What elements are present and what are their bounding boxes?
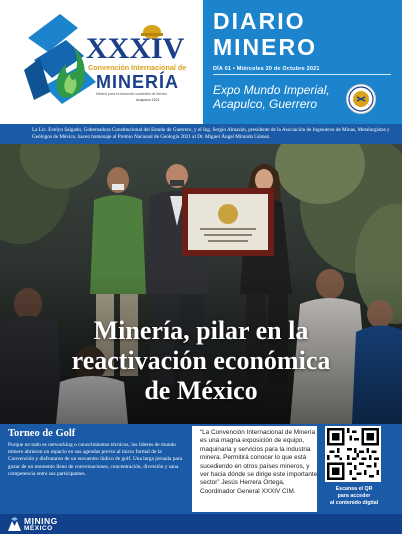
convention-number: XXXIV bbox=[86, 32, 185, 65]
qr-caption-line1: Escanea el QR bbox=[335, 486, 373, 492]
mining-mexico-mark-icon bbox=[8, 517, 21, 531]
qr-area bbox=[321, 424, 402, 514]
convention-tagline: Minería para el desarrollo sostenible de México bbox=[96, 92, 168, 96]
title-panel bbox=[203, 0, 402, 124]
headline bbox=[0, 316, 402, 406]
association-seal-icon bbox=[346, 84, 376, 114]
venue-line1: Expo Mundo Imperial, bbox=[213, 83, 330, 97]
quote-author: Jesús Herrera Ortega, Coordinador General XXXIV CIM. bbox=[200, 479, 296, 495]
newspaper-title-line2: MINERO bbox=[213, 34, 317, 60]
brand-line1: MINING bbox=[24, 516, 58, 526]
convention-line2: MINERÍA bbox=[96, 72, 179, 92]
venue bbox=[213, 83, 330, 111]
convention-logo-graphic bbox=[0, 0, 203, 124]
headline-line2: reactivación económica bbox=[71, 346, 331, 375]
qr-code-graphic bbox=[327, 428, 379, 480]
brand-line2: MÉXICO bbox=[24, 525, 53, 532]
golf-body: Porque no todo es networking o conocimientos técnicos, los líderes de mundo minero abrieron un espacio en sus agendas previo al inicio formal de la Convención y disfrutaron de un encuentro lúdico de golf. Una larga jornada para gozar de un momento lleno de conversaciones, concentración, diversión y sana competencia entre sus participantes. bbox=[8, 442, 182, 477]
title-divider bbox=[213, 74, 391, 75]
photo-caption: La Lic. Evelyn Salgado, Gobernadora Constitucional del Estado de Guerrero, y el Ing. Sergio Almazán, presidente de la Asociación de Ingenieros de Minas, Metalurgistas y Geólogos de México, hacen homenaje al Premio Nacional de Geología 2021 al Dr. Miguel Ángel Miranda Gómez. bbox=[0, 124, 402, 144]
qr-caption-line3: al contenido digital bbox=[329, 499, 379, 506]
quote bbox=[200, 429, 318, 496]
qr-code[interactable] bbox=[325, 426, 381, 482]
qr-caption-line2: para acceder bbox=[337, 492, 371, 499]
qr-caption bbox=[321, 486, 387, 506]
golf-title: Torneo de Golf bbox=[8, 428, 76, 439]
headline-line3: de México bbox=[144, 376, 258, 405]
convention-line1: Convención Internacional de bbox=[88, 63, 187, 72]
convention-year: Acapulco 2021 bbox=[136, 98, 160, 102]
issue-info: DÍA 01 • Miércoles 20 de Octubre 2021 bbox=[213, 66, 320, 72]
mining-mexico-logo bbox=[8, 517, 118, 532]
footer bbox=[0, 514, 402, 534]
headline-line1: Minería, pilar en la bbox=[93, 316, 309, 345]
quote-box bbox=[192, 426, 317, 512]
bottom-section bbox=[0, 424, 402, 514]
venue-line2: Acapulco, Guerrero bbox=[213, 97, 318, 111]
convention-logo bbox=[0, 0, 203, 124]
newspaper-title-line1: DIARIO bbox=[213, 8, 306, 34]
quote-text: “La Convención Internacional de Minería es una magna exposición de equipo, maquinaria y servicios para la industria minera. Permitirá conocer lo que está sucediendo en otros países mineros, y ver hacia dónde se dirige este importante sector” bbox=[200, 429, 318, 487]
masthead bbox=[0, 0, 402, 124]
